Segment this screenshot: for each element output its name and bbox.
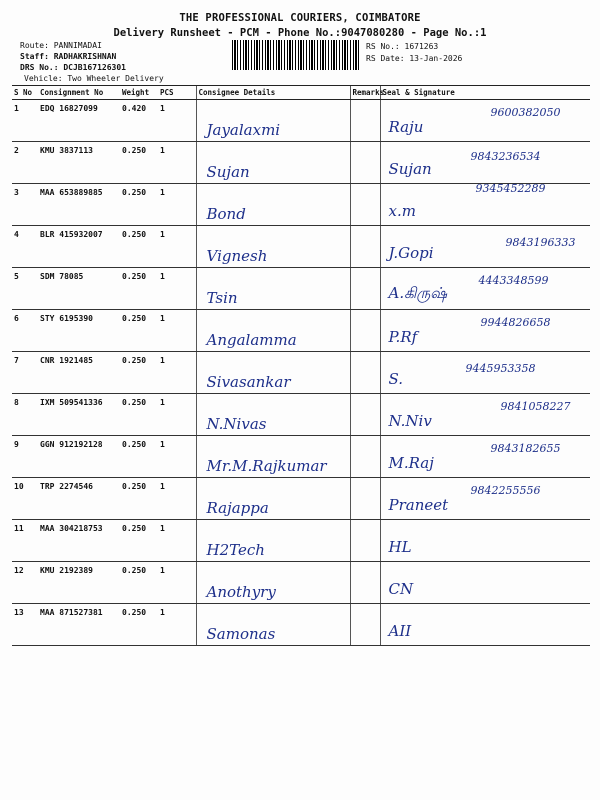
row-remarks	[350, 436, 380, 478]
row-remarks	[350, 478, 380, 520]
receiver-phone: 9843182655	[490, 442, 561, 455]
row-remarks	[350, 394, 380, 436]
receiver-signature: HL	[388, 538, 412, 556]
row-pcs: 1	[158, 562, 196, 604]
row-signature	[380, 478, 590, 520]
row-remarks	[350, 604, 380, 646]
row-consignment-no: MAA 304218753	[38, 520, 120, 562]
row-signature	[380, 394, 590, 436]
consignee-handwritten-name: Rajappa	[206, 499, 269, 517]
row-consignment-no: CNR 1921485	[38, 352, 120, 394]
receiver-signature: Sujan	[388, 160, 432, 178]
table-row	[12, 184, 590, 226]
row-sno: 7	[12, 352, 38, 394]
row-weight: 0.420	[120, 100, 158, 142]
row-remarks	[350, 268, 380, 310]
delivery-table	[12, 85, 590, 646]
receiver-signature: CN	[388, 580, 414, 598]
table-row	[12, 310, 590, 352]
receiver-phone: 9445953358	[465, 362, 536, 375]
route-label: Route: PANNIMADAI	[20, 41, 102, 50]
row-consignment-no: TRP 2274546	[38, 478, 120, 520]
receiver-phone: 9944826658	[480, 316, 551, 329]
receiver-phone: 9600382050	[490, 106, 561, 119]
table-row	[12, 142, 590, 184]
row-consignee	[196, 184, 350, 226]
table-row	[12, 352, 590, 394]
row-consignee	[196, 436, 350, 478]
row-consignment-no: SDM 78085	[38, 268, 120, 310]
row-pcs: 1	[158, 226, 196, 268]
consignee-handwritten-name: Jayalaxmi	[206, 121, 281, 139]
row-consignment-no: GGN 912192128	[38, 436, 120, 478]
runsheet-title: Delivery Runsheet - PCM - Phone No.:9047080280 - Page No.:1	[113, 27, 487, 39]
barcode	[232, 40, 360, 70]
row-consignment-no: BLR 415932007	[38, 226, 120, 268]
receiver-phone: 9842255556	[470, 484, 541, 497]
table-row	[12, 478, 590, 520]
row-signature	[380, 352, 590, 394]
row-consignment-no: IXM 509541336	[38, 394, 120, 436]
col-consignment-no: Consignment No	[38, 86, 120, 100]
row-pcs: 1	[158, 394, 196, 436]
row-weight: 0.250	[120, 436, 158, 478]
row-remarks	[350, 520, 380, 562]
row-pcs: 1	[158, 184, 196, 226]
receiver-signature: Raju	[388, 118, 424, 136]
row-signature	[380, 268, 590, 310]
consignee-handwritten-name: Angalamma	[206, 331, 297, 349]
consignee-handwritten-name: Bond	[206, 205, 246, 223]
row-weight: 0.250	[120, 352, 158, 394]
company-title: THE PROFESSIONAL COURIERS, COIMBATORE	[179, 12, 421, 24]
row-consignment-no: MAA 653889885	[38, 184, 120, 226]
receiver-phone: 9345452289	[475, 183, 546, 195]
col-seal-signature: Seal & Signature	[380, 86, 590, 100]
row-weight: 0.250	[120, 394, 158, 436]
drs-label: DRS No.: DCJB167126301	[20, 63, 126, 72]
row-weight: 0.250	[120, 142, 158, 184]
row-pcs: 1	[158, 436, 196, 478]
col-sno: S No	[12, 86, 38, 100]
table-row	[12, 394, 590, 436]
col-pcs: PCS	[158, 86, 196, 100]
col-consignee-details: Consignee Details	[196, 86, 350, 100]
row-consignment-no: KMU 2192389	[38, 562, 120, 604]
row-consignee	[196, 100, 350, 142]
table-header-row	[12, 86, 590, 100]
row-sno: 3	[12, 184, 38, 226]
consignee-handwritten-name: H2Tech	[206, 541, 265, 559]
row-pcs: 1	[158, 520, 196, 562]
receiver-signature: A.கிருஷ்	[388, 284, 448, 302]
row-sno: 1	[12, 100, 38, 142]
row-pcs: 1	[158, 352, 196, 394]
row-remarks	[350, 352, 380, 394]
receiver-phone: 9843196333	[505, 236, 576, 249]
row-signature	[380, 184, 590, 226]
vehicle-label: Vehicle: Two Wheeler Delivery	[24, 74, 164, 83]
row-remarks	[350, 142, 380, 184]
receiver-signature: Praneet	[388, 496, 449, 514]
row-remarks	[350, 562, 380, 604]
row-sno: 12	[12, 562, 38, 604]
row-remarks	[350, 100, 380, 142]
consignee-handwritten-name: Sivasankar	[206, 373, 291, 391]
row-consignment-no: EDQ 16827099	[38, 100, 120, 142]
consignee-handwritten-name: Tsin	[206, 289, 238, 307]
table-row	[12, 100, 590, 142]
table-row	[12, 436, 590, 478]
receiver-phone: 4443348599	[478, 274, 549, 287]
consignee-handwritten-name: N.Nivas	[206, 415, 267, 433]
row-signature	[380, 310, 590, 352]
table-row	[12, 562, 590, 604]
col-remarks: Remarks	[350, 86, 380, 100]
row-signature	[380, 142, 590, 184]
consignee-handwritten-name: Anothyry	[206, 583, 276, 601]
row-consignee	[196, 394, 350, 436]
consignee-handwritten-name: Vignesh	[206, 247, 268, 265]
table-row	[12, 226, 590, 268]
rs-number: RS No.: 1671263	[366, 42, 439, 51]
row-consignee	[196, 226, 350, 268]
row-weight: 0.250	[120, 478, 158, 520]
row-sno: 10	[12, 478, 38, 520]
row-weight: 0.250	[120, 268, 158, 310]
consignee-handwritten-name: Sujan	[206, 163, 250, 181]
row-sno: 11	[12, 520, 38, 562]
row-consignee	[196, 310, 350, 352]
row-remarks	[350, 184, 380, 226]
consignee-handwritten-name: Samonas	[206, 625, 276, 643]
row-consignment-no: KMU 3837113	[38, 142, 120, 184]
receiver-signature: M.Raj	[388, 454, 434, 472]
row-signature	[380, 436, 590, 478]
row-signature	[380, 520, 590, 562]
row-weight: 0.250	[120, 226, 158, 268]
row-consignee	[196, 520, 350, 562]
row-sno: 5	[12, 268, 38, 310]
receiver-phone: 9843236534	[470, 150, 541, 163]
row-pcs: 1	[158, 142, 196, 184]
rs-date: RS Date: 13-Jan-2026	[366, 54, 463, 63]
col-weight: Weight	[120, 86, 158, 100]
receiver-phone: 9841058227	[500, 400, 571, 413]
row-consignee	[196, 142, 350, 184]
consignee-handwritten-name: Mr.M.Rajkumar	[206, 457, 327, 475]
receiver-signature: x.m	[388, 202, 416, 220]
receiver-signature: N.Niv	[388, 412, 432, 430]
row-pcs: 1	[158, 100, 196, 142]
row-weight: 0.250	[120, 604, 158, 646]
row-consignee	[196, 604, 350, 646]
receiver-signature: J.Gopi	[388, 244, 434, 262]
table-row	[12, 268, 590, 310]
row-remarks	[350, 226, 380, 268]
row-consignment-no: MAA 871527381	[38, 604, 120, 646]
row-pcs: 1	[158, 310, 196, 352]
row-weight: 0.250	[120, 562, 158, 604]
row-pcs: 1	[158, 268, 196, 310]
row-signature	[380, 604, 590, 646]
row-sno: 4	[12, 226, 38, 268]
row-consignee	[196, 352, 350, 394]
row-sno: 6	[12, 310, 38, 352]
row-sno: 2	[12, 142, 38, 184]
receiver-signature: P.Rf	[388, 328, 418, 346]
table-row	[12, 520, 590, 562]
receiver-signature: S.	[388, 370, 404, 388]
staff-label: Staff: RADHAKRISHNAN	[20, 52, 117, 61]
row-signature	[380, 100, 590, 142]
row-consignee	[196, 562, 350, 604]
row-remarks	[350, 310, 380, 352]
table-row	[12, 604, 590, 646]
row-sno: 13	[12, 604, 38, 646]
row-consignee	[196, 268, 350, 310]
row-signature	[380, 226, 590, 268]
row-consignee	[196, 478, 350, 520]
receiver-signature: AII	[388, 622, 412, 640]
row-pcs: 1	[158, 478, 196, 520]
row-pcs: 1	[158, 604, 196, 646]
row-weight: 0.250	[120, 310, 158, 352]
row-sno: 8	[12, 394, 38, 436]
row-weight: 0.250	[120, 520, 158, 562]
row-sno: 9	[12, 436, 38, 478]
row-signature	[380, 562, 590, 604]
row-consignment-no: STY 6195390	[38, 310, 120, 352]
row-weight: 0.250	[120, 184, 158, 226]
